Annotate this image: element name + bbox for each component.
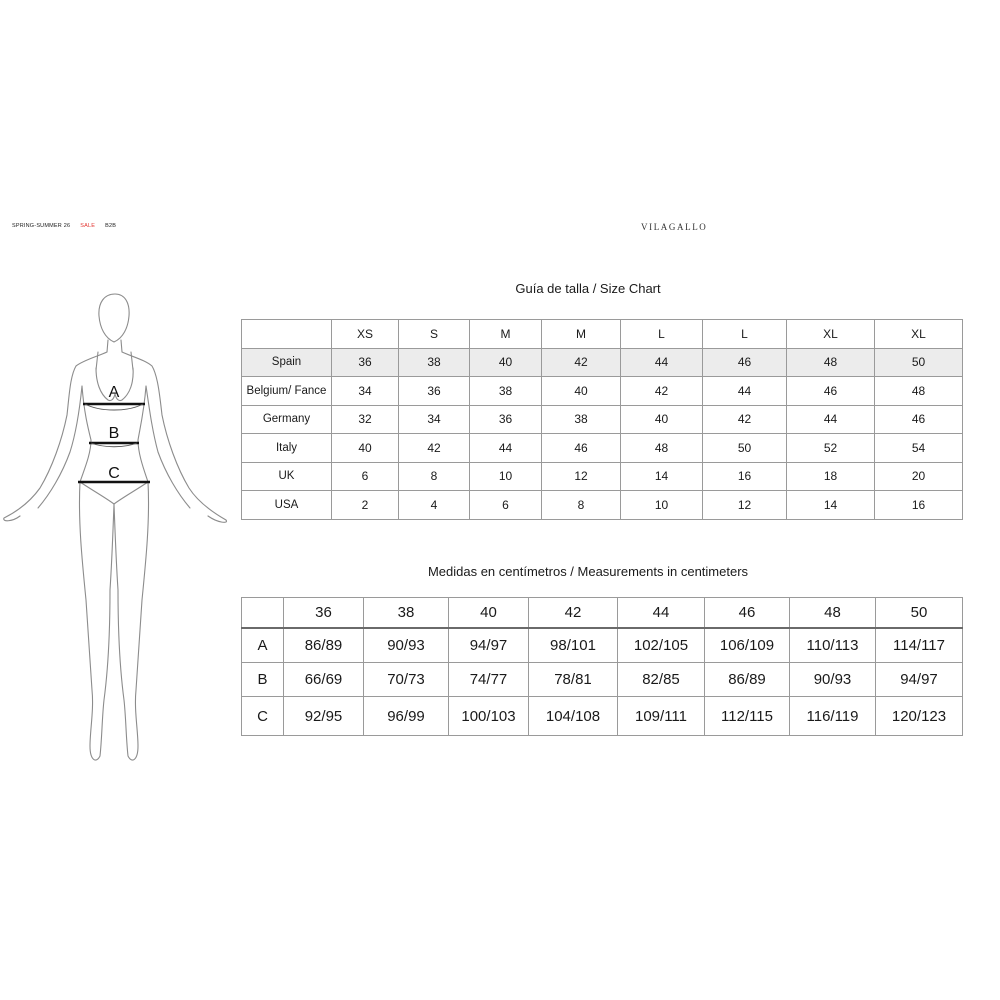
table-header-cell: 36 — [284, 598, 364, 629]
table-cell: 90/93 — [790, 663, 876, 697]
table-header-row — [242, 598, 963, 629]
table-header-cell: 40 — [449, 598, 529, 629]
table-cell: 8 — [399, 462, 470, 491]
table-row — [242, 462, 963, 491]
table-header-cell: 48 — [790, 598, 876, 629]
table-cell: 44 — [470, 434, 542, 463]
table-cell: 40 — [621, 405, 703, 434]
table-cell: 74/77 — [449, 663, 529, 697]
table-header-cell: 46 — [705, 598, 790, 629]
table-cell: 114/117 — [876, 628, 963, 663]
table-cell: 2 — [332, 491, 399, 520]
figure-label-a: A — [108, 384, 120, 401]
table-header-cell: L — [703, 320, 787, 349]
table-cell: 40 — [332, 434, 399, 463]
table-cell: 42 — [542, 348, 621, 377]
table-cell: 50 — [703, 434, 787, 463]
table-row — [242, 405, 963, 434]
table-row — [242, 697, 963, 736]
table-cell: 66/69 — [284, 663, 364, 697]
table-cell: 42 — [399, 434, 470, 463]
table-header-cell: 50 — [876, 598, 963, 629]
table-row — [242, 434, 963, 463]
table-cell: 12 — [703, 491, 787, 520]
table-cell: 36 — [399, 377, 470, 406]
table-cell: 6 — [332, 462, 399, 491]
table-cell: 8 — [542, 491, 621, 520]
table-cell: 110/113 — [790, 628, 876, 663]
table-header-cell: XL — [875, 320, 963, 349]
table-cell: 116/119 — [790, 697, 876, 736]
table-cell: 98/101 — [529, 628, 618, 663]
table-cell: 42 — [703, 405, 787, 434]
table-cell: 96/99 — [364, 697, 449, 736]
table-row — [242, 663, 963, 697]
table-cell: 78/81 — [529, 663, 618, 697]
table-cell: 34 — [399, 405, 470, 434]
size-chart-title: Guía de talla / Size Chart — [515, 281, 661, 296]
row-label: Belgium/ Fance — [242, 377, 332, 406]
table-header-cell: 38 — [364, 598, 449, 629]
table-header-cell — [242, 598, 284, 629]
row-label: Germany — [242, 405, 332, 434]
table-cell: 44 — [703, 377, 787, 406]
table-row — [242, 377, 963, 406]
table-cell: 112/115 — [705, 697, 790, 736]
table-header-cell: M — [542, 320, 621, 349]
table-cell: 50 — [875, 348, 963, 377]
row-label: UK — [242, 462, 332, 491]
row-label: B — [242, 663, 284, 697]
row-label: Italy — [242, 434, 332, 463]
table-cell: 10 — [470, 462, 542, 491]
table-row — [242, 348, 963, 377]
nav-item-sale[interactable]: SALE — [80, 223, 96, 229]
table-cell: 48 — [875, 377, 963, 406]
table-header-cell: M — [470, 320, 542, 349]
table-cell: 18 — [787, 462, 875, 491]
table-cell: 109/111 — [618, 697, 705, 736]
table-header-cell: XS — [332, 320, 399, 349]
row-label: C — [242, 697, 284, 736]
table-cell: 94/97 — [449, 628, 529, 663]
table-cell: 48 — [787, 348, 875, 377]
table-cell: 42 — [621, 377, 703, 406]
nav-item-spring-summer[interactable]: SPRING-SUMMER 26 — [12, 223, 71, 229]
table-cell: 16 — [875, 491, 963, 520]
table-cell: 70/73 — [364, 663, 449, 697]
table-cell: 92/95 — [284, 697, 364, 736]
table-cell: 6 — [470, 491, 542, 520]
table-cell: 94/97 — [876, 663, 963, 697]
table-cell: 38 — [542, 405, 621, 434]
table-cell: 46 — [875, 405, 963, 434]
table-cell: 86/89 — [705, 663, 790, 697]
table-cell: 16 — [703, 462, 787, 491]
table-cell: 102/105 — [618, 628, 705, 663]
table-cell: 40 — [470, 348, 542, 377]
table-cell: 46 — [542, 434, 621, 463]
table-cell: 14 — [787, 491, 875, 520]
table-cell: 106/109 — [705, 628, 790, 663]
table-row — [242, 491, 963, 520]
table-cell: 10 — [621, 491, 703, 520]
table-cell: 46 — [703, 348, 787, 377]
table-cell: 90/93 — [364, 628, 449, 663]
table-cell: 34 — [332, 377, 399, 406]
table-cell: 14 — [621, 462, 703, 491]
top-nav — [12, 223, 116, 229]
table-cell: 52 — [787, 434, 875, 463]
nav-item-b2b[interactable]: B2B — [105, 223, 117, 229]
table-cell: 44 — [621, 348, 703, 377]
table-cell: 38 — [470, 377, 542, 406]
brand-logo[interactable]: VILAGALLO — [641, 222, 708, 232]
row-label: A — [242, 628, 284, 663]
table-cell: 44 — [787, 405, 875, 434]
table-cell: 86/89 — [284, 628, 364, 663]
table-header-cell: L — [621, 320, 703, 349]
measurements-table — [241, 597, 963, 736]
table-cell: 32 — [332, 405, 399, 434]
table-cell: 12 — [542, 462, 621, 491]
table-cell: 20 — [875, 462, 963, 491]
table-header-cell: S — [399, 320, 470, 349]
table-header-row — [242, 320, 963, 349]
table-cell: 48 — [621, 434, 703, 463]
table-cell: 54 — [875, 434, 963, 463]
size-chart-table — [241, 319, 963, 520]
table-cell: 40 — [542, 377, 621, 406]
figure-label-b: B — [108, 425, 120, 442]
table-header-cell: XL — [787, 320, 875, 349]
table-cell: 82/85 — [618, 663, 705, 697]
table-header-cell: 44 — [618, 598, 705, 629]
table-cell: 104/108 — [529, 697, 618, 736]
table-cell: 38 — [399, 348, 470, 377]
body-measurement-figure — [0, 290, 232, 780]
table-cell: 36 — [470, 405, 542, 434]
table-header-cell — [242, 320, 332, 349]
table-cell: 36 — [332, 348, 399, 377]
table-header-cell: 42 — [529, 598, 618, 629]
table-cell: 46 — [787, 377, 875, 406]
table-cell: 4 — [399, 491, 470, 520]
table-cell: 100/103 — [449, 697, 529, 736]
table-cell: 120/123 — [876, 697, 963, 736]
measurements-title: Medidas en centímetros / Measurements in centimeters — [427, 564, 749, 579]
table-row — [242, 628, 963, 663]
figure-label-c: C — [108, 465, 120, 482]
row-label: USA — [242, 491, 332, 520]
row-label: Spain — [242, 348, 332, 377]
